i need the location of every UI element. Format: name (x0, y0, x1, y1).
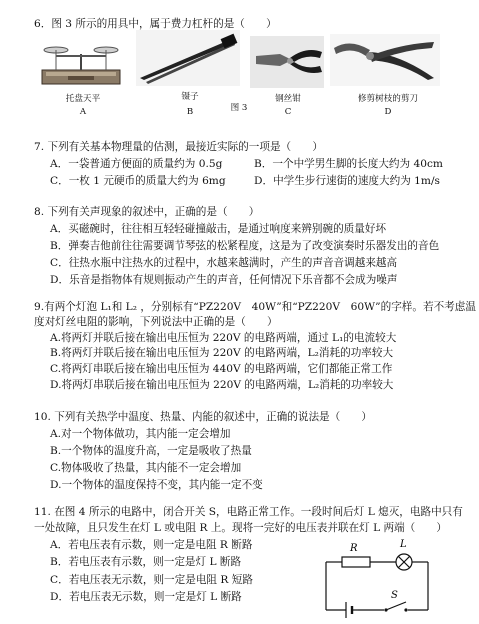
tool-letter-c: C (284, 107, 292, 117)
q7-option-d: D．中学生步行速街的速度大约为 1m/s (254, 175, 440, 187)
q8-option-b: B．弹奏吉他前往往需要调节琴弦的松紧程度，这是为了改变演奏时乐器发出的音色 (50, 240, 440, 252)
q8-option-a: A．买磁碗时，往往相互轻轻碰撞敲击，是通过响度来辨别碗的质量好坏 (50, 223, 387, 235)
q7-option-a: A．一袋普通方便面的质量约为 0.5g (50, 158, 223, 170)
lamp-label: L (400, 539, 407, 550)
q11-stem-line-1: 11. 在图 4 所示的电路中，闭合开关 S，电路正常工作。一段时间后灯 L 熄灭，电路中只有 (34, 506, 463, 518)
tweezers-image (136, 30, 240, 86)
tool-letter-a: A (79, 107, 87, 117)
q11-stem-line-2: 一处故障，且只发生在灯 L 或电阻 R 上。现将一完好的电压表并联在灯 L 两端（ ） (34, 522, 448, 534)
q11-option-b: B．若电压表有示数，则一定是灯 L 断路 (50, 556, 242, 568)
q9-option-d: D.将两灯串联后接在输出电压恒为 220V 的电路两端，L₂消耗的功率较大 (50, 379, 394, 391)
circuit-diagram (318, 536, 438, 620)
resistor-symbol (342, 557, 370, 567)
q8-stem: 8. 下列有关声现象的叙述中，正确的是（ ） (34, 206, 260, 218)
q6-stem: 6．图 3 所示的用具中，属于费力杠杆的是（ ） (34, 18, 277, 30)
q10-option-d: D.一个物体的温度保持不变，其内能一定不变 (50, 479, 263, 491)
q9-stem-line-2: 度对灯丝电阻的影响，下列说法中正确的是（ ） (34, 316, 278, 328)
q7-option-c: C．一枚 1 元硬币的质量大约为 6mg (50, 175, 226, 187)
switch-label: S (391, 590, 398, 601)
tool-name-c: 钢丝钳 (275, 94, 301, 104)
tool-letter-b: B (186, 107, 194, 117)
q10-option-c: C.物体吸收了热量，其内能不一定会增加 (50, 462, 242, 474)
balance-scale-image (38, 36, 124, 88)
wire-pliers-image (250, 36, 324, 88)
tool-name-b: 镊子 (181, 92, 199, 102)
tool-name-a: 托盘天平 (65, 94, 101, 104)
q7-option-b: B．一个中学男生脚的长度大约为 40cm (254, 158, 443, 170)
q10-option-b: B.一个物体的温度升高，一定是吸收了热量 (50, 445, 252, 457)
q7-stem: 7. 下列有关基本物理量的估测，最接近实际的一项是（ ） (34, 141, 323, 153)
q11-option-d: D．若电压表无示数，则一定是灯 L 断路 (50, 591, 242, 603)
q9-stem-line-1: 9.有两个灯泡 L₁和 L₂ ，分别标有“PZ220V 40W”和“PZ220V 60W”的字样。若不考虑温 (34, 301, 476, 313)
q9-option-c: C.将两灯串联后接在输出电压恒为 440V 的电路两端，它们都能正常工作 (50, 363, 393, 375)
pruning-shears-image (330, 34, 440, 86)
q8-option-d: D．乐音是指物体有规则振动产生的声音，任何情况下乐音都不会成为噪声 (50, 274, 398, 286)
q9-option-b: B.将两灯并联后接在输出电压恒为 220V 的电路两端，L₂消耗的功率较大 (50, 347, 394, 359)
q11-option-c: C．若电压表无示数，则一定是电阻 R 短路 (50, 574, 253, 586)
q10-stem: 10. 下列有关热学中温度、热量、内能的叙述中，正确的说法是（ ） (34, 411, 373, 423)
q10-option-a: A.对一个物体做功，其内能一定会增加 (50, 428, 231, 440)
q8-option-c: C．往热水瓶中注热水的过程中，水越来越满时，产生的声音音调越来越高 (50, 257, 398, 269)
resistor-label: R (350, 543, 358, 554)
figure-3-label: 图 3 (230, 103, 248, 113)
tool-letter-d: D (384, 107, 392, 117)
tool-name-d: 修剪树枝的剪刀 (357, 94, 419, 104)
q11-option-a: A．若电压表有示数，则一定是电阻 R 断路 (50, 539, 253, 551)
q9-option-a: A.将两灯并联后接在输出电压恒为 220V 的电路两端，通过 L₁的电流较大 (50, 332, 397, 344)
